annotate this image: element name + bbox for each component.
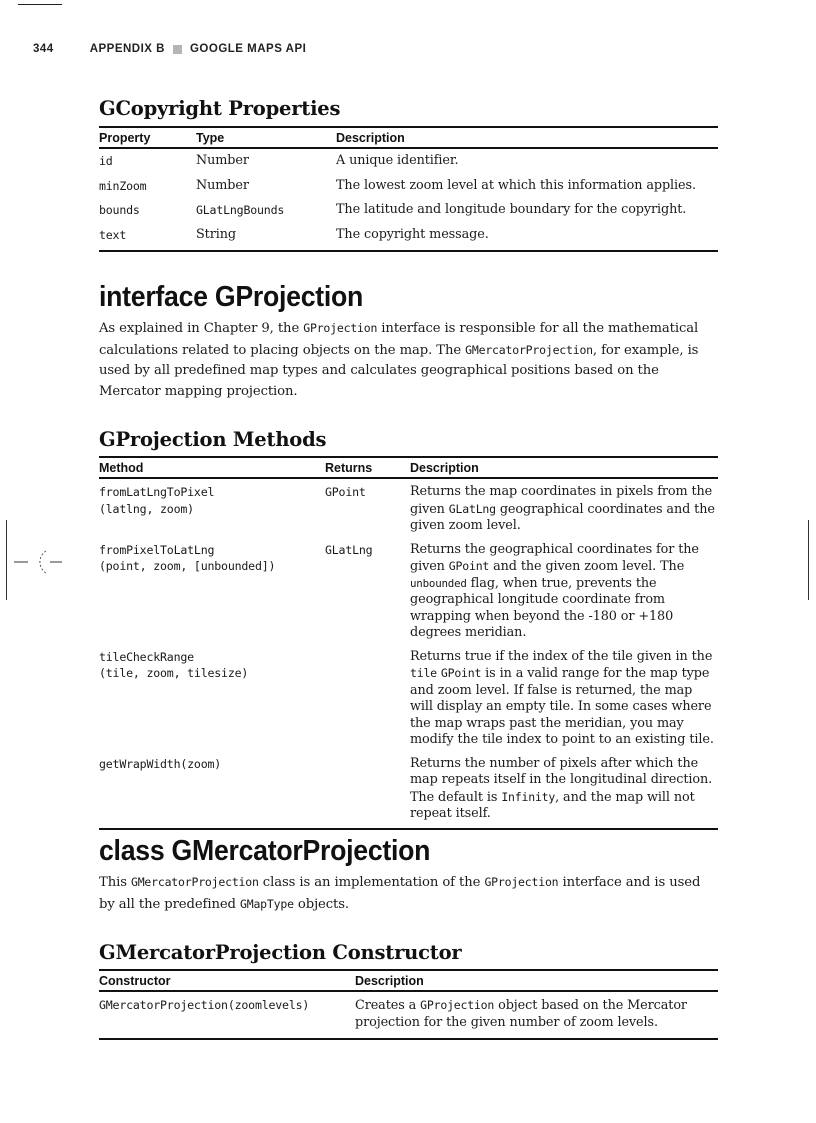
method-description [410, 542, 718, 649]
constructor-description [355, 991, 718, 1039]
inline-code: GProjection [420, 998, 495, 1012]
table-header-row [99, 127, 718, 148]
method-description [410, 756, 718, 829]
table-row [99, 178, 718, 203]
table-row [99, 542, 718, 649]
appendix-label: APPENDIX B [89, 43, 165, 55]
gcopyright-properties-table [99, 126, 718, 252]
property-type: GLatLngBounds [196, 203, 285, 217]
description-text: Returns the number of pixels after which the map repeats itself in the longitudinal direction. The default is [410, 755, 713, 805]
table-row [99, 202, 718, 227]
property-type: Number [196, 177, 249, 193]
table-row [99, 649, 718, 756]
description-text: Returns the map coordinates in pixels from the given [410, 484, 713, 517]
inline-code: GMercatorProjection [465, 342, 593, 357]
inline-code: GMercatorProjection [130, 875, 259, 889]
inline-code: GProjection [484, 875, 559, 889]
table-row [99, 148, 718, 178]
top-crop-rule [18, 4, 62, 5]
inline-code: GMapType [240, 896, 294, 911]
table-row [99, 227, 718, 251]
property-description: A unique identifier. [336, 153, 459, 168]
method-args: (tile, zoom, tilesize) [99, 666, 249, 680]
property-name: minZoom [99, 178, 147, 193]
interface-heading: interface GProjection [99, 281, 364, 313]
method-description [410, 478, 718, 542]
description-text: , and the map will not repeat itself. [410, 789, 695, 821]
gprojection-methods-table [99, 456, 718, 830]
constructor-signature: GMercatorProjection(zoomlevels) [99, 998, 310, 1012]
column-header: Type [196, 127, 336, 148]
method-name: tileCheckRange [99, 649, 194, 664]
method-name: fromPixelToLatLng [99, 542, 215, 557]
class-heading: class GMercatorProjection [99, 835, 431, 867]
property-description: The lowest zoom level at which this information applies. [336, 177, 696, 193]
left-margin-line [6, 520, 7, 600]
property-name: bounds [99, 203, 140, 217]
description-text: and the given zoom level. The [489, 559, 685, 574]
inline-code: GLatLng [448, 501, 496, 516]
method-description [410, 649, 718, 756]
page-number: 344 [33, 43, 54, 55]
intro-text: As explained in Chapter 9, the [99, 321, 304, 336]
gmercator-intro [99, 872, 718, 915]
column-header: Method [99, 457, 325, 478]
intro-text: , for example, is used by all predefined map types and calculates geographical positions based on the Mercator mapping projection. [99, 342, 699, 399]
registration-mark-icon [14, 548, 62, 582]
property-description: The copyright message. [336, 226, 489, 242]
table-row [99, 991, 718, 1039]
property-description: The latitude and longitude boundary for the copyright. [336, 202, 687, 217]
description-text: Returns the geographical coordinates for the given [410, 541, 699, 574]
method-name: getWrapWidth(zoom) [99, 756, 222, 771]
inline-code: unbounded [410, 576, 467, 590]
separator-square-icon [173, 45, 182, 54]
section-heading: GProjection Methods [99, 428, 327, 451]
description-text: is in a valid range for the map type and zoom level. If false is returned, the map will display an empty tile. In some cases where the map wraps past the meridian, you may modify the tile index to point to an existing tile. [410, 666, 714, 747]
property-type: Number [196, 153, 249, 168]
property-type: String [196, 226, 236, 242]
table-row [99, 756, 718, 829]
intro-text: class is an implementation of the [258, 875, 485, 890]
description-text: object based on the Mercator projection for the given number of zoom levels. [355, 998, 687, 1030]
description-text: Returns true if the index of the tile given in the [410, 648, 713, 664]
section-heading: GCopyright Properties [99, 97, 341, 120]
inline-code: GPoint [448, 559, 490, 573]
table-header-row [99, 457, 718, 478]
chapter-title: GOOGLE MAPS API [189, 43, 307, 55]
column-header: Constructor [99, 970, 355, 991]
method-name: fromLatLngToPixel [99, 485, 215, 499]
description-text: flag, when true, prevents the geographical longitude coordinate from wrapping when beyond the -180 or +180 degrees meridian. [410, 575, 674, 640]
column-header: Returns [325, 457, 410, 478]
property-name: id [99, 154, 113, 168]
inline-code: GProjection [303, 321, 378, 335]
column-header: Description [336, 127, 718, 148]
inline-code: GPoint [440, 666, 482, 680]
gcopyright-section [99, 97, 718, 252]
description-text: geographical coordinates and the given zoom level. [410, 501, 715, 533]
intro-text: interface and is used by all the predefined [99, 875, 701, 912]
return-type: GPoint [325, 485, 366, 499]
table-row [99, 478, 718, 542]
gmercator-section [99, 835, 718, 1040]
intro-text: objects. [293, 896, 350, 912]
description-text: Creates a [355, 998, 421, 1013]
right-margin-line [808, 520, 809, 600]
method-args: (latlng, zoom) [99, 501, 194, 516]
column-header: Description [355, 970, 718, 991]
intro-text: interface is responsible for all the mathematical calculations related to placing objects on the map. The [99, 321, 699, 358]
property-name: text [99, 227, 127, 242]
gprojection-intro [99, 318, 718, 402]
running-head [33, 43, 306, 55]
section-heading: GMercatorProjection Constructor [99, 941, 462, 964]
inline-code: tile [410, 666, 437, 680]
table-header-row [99, 970, 718, 991]
method-args: (point, zoom, [unbounded]) [99, 559, 276, 573]
gmercator-constructor-table [99, 969, 718, 1040]
return-type: GLatLng [325, 542, 373, 557]
gprojection-section [99, 281, 718, 830]
intro-text: This [99, 875, 131, 890]
column-header: Description [410, 457, 718, 478]
column-header: Property [99, 127, 196, 148]
inline-code: Infinity [501, 789, 556, 804]
